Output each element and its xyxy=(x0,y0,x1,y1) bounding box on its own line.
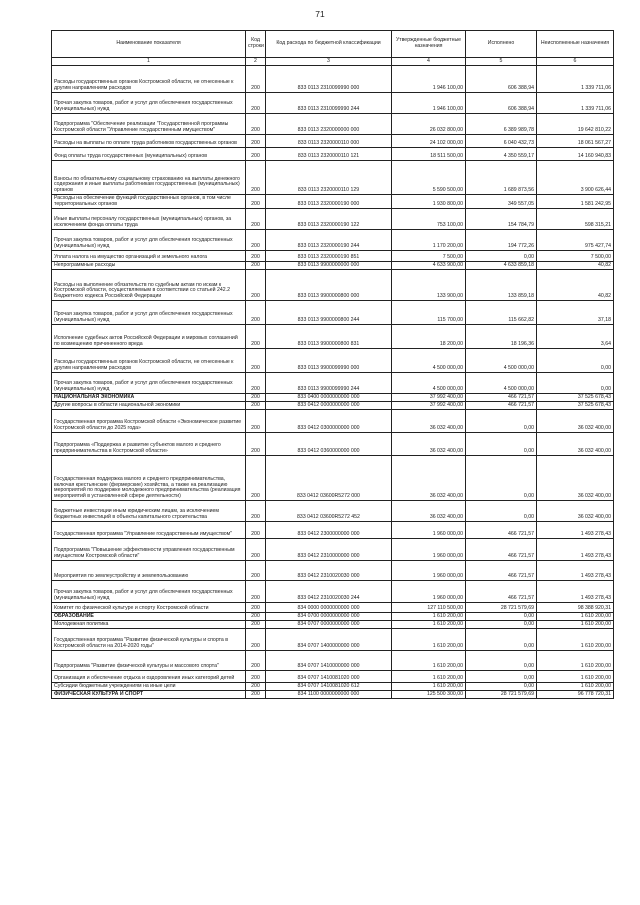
row-name: Бюджетные инвестиции иным юридическим лицам, за исключением бюджетных инвестиций в объекты капитального строительства xyxy=(52,501,246,522)
row-name: Уплата налога на имущество организаций и земельного налога xyxy=(52,251,246,262)
row-name: Расходы государственных органов Костромской области, не отнесенные к другим направлениям расходов xyxy=(52,349,246,373)
table-row xyxy=(52,270,614,301)
row-budget-code: 834 0707 1410000000 000 xyxy=(266,651,392,671)
table-row xyxy=(52,209,614,230)
table-row xyxy=(52,114,614,135)
row-approved: 7 500,00 xyxy=(392,251,466,262)
row-approved: 4 500 000,00 xyxy=(392,349,466,373)
row-unexecuted: 1 610 200,00 xyxy=(537,683,614,691)
row-name: ОБРАЗОВАНИЕ xyxy=(52,613,246,621)
row-line-code: 200 xyxy=(246,410,266,433)
row-budget-code: 833 0113 2320000190 000 xyxy=(266,195,392,209)
row-name: Молодежная политика xyxy=(52,621,246,629)
row-budget-code: 833 0113 9900099990 244 xyxy=(266,373,392,394)
row-budget-code: 833 0113 2320000110 121 xyxy=(266,148,392,161)
row-budget-code: 833 0113 2320000190 122 xyxy=(266,209,392,230)
row-name: Иные выплаты персоналу государственных (муниципальных) органов, за исключением фонда оплаты труда xyxy=(52,209,246,230)
row-executed: 466 721,57 xyxy=(466,561,537,581)
table-row xyxy=(52,561,614,581)
row-executed: 0,00 xyxy=(466,671,537,683)
header-line-code: Код строки xyxy=(246,31,266,58)
table-row xyxy=(52,148,614,161)
row-line-code: 200 xyxy=(246,161,266,195)
row-executed: 0,00 xyxy=(466,456,537,501)
table-row xyxy=(52,262,614,270)
row-name: Подпрограмма "Обеспечение реализации "Государственной программы Костромской области "Управление государственным имуществом" xyxy=(52,114,246,135)
table-row xyxy=(52,373,614,394)
table-body xyxy=(52,66,614,699)
row-name: Непрограммные расходы xyxy=(52,262,246,270)
row-approved: 4 500 000,00 xyxy=(392,373,466,394)
row-name: ФИЗИЧЕСКАЯ КУЛЬТУРА И СПОРТ xyxy=(52,691,246,699)
row-executed: 0,00 xyxy=(466,410,537,433)
row-executed: 0,00 xyxy=(466,613,537,621)
row-unexecuted: 96 778 720,31 xyxy=(537,691,614,699)
row-line-code: 200 xyxy=(246,613,266,621)
row-unexecuted: 98 388 920,31 xyxy=(537,603,614,613)
row-executed: 466 721,57 xyxy=(466,539,537,561)
row-executed: 194 772,26 xyxy=(466,230,537,251)
row-approved: 18 200,00 xyxy=(392,325,466,349)
row-executed: 18 196,36 xyxy=(466,325,537,349)
row-approved: 1 960 000,00 xyxy=(392,561,466,581)
row-executed: 0,00 xyxy=(466,629,537,651)
row-budget-code: 833 0113 9900000800 831 xyxy=(266,325,392,349)
row-name: Расходы государственных органов Костромской области, не отнесенные к другим направлениям расходов xyxy=(52,66,246,93)
row-line-code: 200 xyxy=(246,114,266,135)
row-name: НАЦИОНАЛЬНАЯ ЭКОНОМИКА xyxy=(52,394,246,402)
row-executed: 0,00 xyxy=(466,621,537,629)
column-number: 1 xyxy=(52,58,246,66)
row-name: Мероприятия по землеустройству и землепользованию xyxy=(52,561,246,581)
row-executed: 0,00 xyxy=(466,683,537,691)
row-unexecuted: 1 339 711,06 xyxy=(537,93,614,114)
row-unexecuted: 40,82 xyxy=(537,262,614,270)
table-row xyxy=(52,93,614,114)
row-name: Государственная программа Костромской области «Экономическое развитие Костромской области до 2025 года» xyxy=(52,410,246,433)
row-line-code: 200 xyxy=(246,251,266,262)
row-unexecuted: 1 610 200,00 xyxy=(537,671,614,683)
row-unexecuted: 19 642 810,22 xyxy=(537,114,614,135)
row-name: Другие вопросы в области национальной экономики xyxy=(52,402,246,410)
row-budget-code: 833 0412 2310020030 244 xyxy=(266,581,392,603)
row-executed: 28 721 579,69 xyxy=(466,603,537,613)
row-approved: 36 032 400,00 xyxy=(392,501,466,522)
row-executed: 4 500 000,00 xyxy=(466,349,537,373)
row-unexecuted: 1 610 200,00 xyxy=(537,613,614,621)
row-executed: 115 662,82 xyxy=(466,301,537,325)
row-unexecuted: 1 339 711,06 xyxy=(537,66,614,93)
row-approved: 1 610 200,00 xyxy=(392,683,466,691)
table-row xyxy=(52,402,614,410)
row-executed: 1 689 873,56 xyxy=(466,161,537,195)
row-approved: 36 032 400,00 xyxy=(392,456,466,501)
row-line-code: 200 xyxy=(246,262,266,270)
row-unexecuted: 1 610 200,00 xyxy=(537,651,614,671)
row-line-code: 200 xyxy=(246,135,266,148)
row-name: Прочая закупка товаров, работ и услуг для обеспечения государственных (муниципальных) нужд xyxy=(52,230,246,251)
row-line-code: 200 xyxy=(246,629,266,651)
row-executed: 466 721,57 xyxy=(466,394,537,402)
row-unexecuted: 1 610 200,00 xyxy=(537,629,614,651)
row-approved: 24 102 000,00 xyxy=(392,135,466,148)
row-executed: 0,00 xyxy=(466,501,537,522)
row-line-code: 200 xyxy=(246,301,266,325)
row-unexecuted: 37 525 678,43 xyxy=(537,394,614,402)
row-executed: 466 721,57 xyxy=(466,522,537,539)
row-executed: 6 040 432,73 xyxy=(466,135,537,148)
row-budget-code: 833 0113 2320000190 244 xyxy=(266,230,392,251)
row-unexecuted: 1 581 242,95 xyxy=(537,195,614,209)
row-approved: 1 170 200,00 xyxy=(392,230,466,251)
row-budget-code: 834 0707 1410081020 000 xyxy=(266,671,392,683)
row-budget-code: 834 0707 1410081020 612 xyxy=(266,683,392,691)
header-executed: Исполнено xyxy=(466,31,537,58)
row-line-code: 200 xyxy=(246,671,266,683)
header-approved: Утвержденные бюджетные назначения xyxy=(392,31,466,58)
budget-execution-table xyxy=(51,30,614,699)
row-unexecuted: 37,18 xyxy=(537,301,614,325)
row-unexecuted: 1 493 278,43 xyxy=(537,522,614,539)
row-line-code: 200 xyxy=(246,683,266,691)
row-executed: 0,00 xyxy=(466,251,537,262)
row-approved: 1 610 200,00 xyxy=(392,671,466,683)
row-name: Прочая закупка товаров, работ и услуг для обеспечения государственных (муниципальных) нужд xyxy=(52,581,246,603)
table-row xyxy=(52,621,614,629)
row-approved: 1 610 200,00 xyxy=(392,629,466,651)
row-budget-code: 834 0707 0000000000 000 xyxy=(266,621,392,629)
row-name: Расходы на выполнение обязательств по судебным актам по искам к Костромской области, осуществляемым в соответствии со статьей 242.2 Бюджетного кодекса Российской Федерации xyxy=(52,270,246,301)
row-executed: 606 388,94 xyxy=(466,93,537,114)
row-budget-code: 833 0412 2310000000 000 xyxy=(266,539,392,561)
row-approved: 1 960 000,00 xyxy=(392,522,466,539)
row-name: Расходы на обеспечение функций государственных органов, в том числе территориальных органов xyxy=(52,195,246,209)
row-approved: 115 700,00 xyxy=(392,301,466,325)
row-executed: 349 557,05 xyxy=(466,195,537,209)
row-name: Организация и обеспечение отдыха и оздоровления иных категорий детей xyxy=(52,671,246,683)
row-line-code: 200 xyxy=(246,603,266,613)
row-line-code: 200 xyxy=(246,93,266,114)
table-row xyxy=(52,135,614,148)
row-line-code: 200 xyxy=(246,691,266,699)
row-budget-code: 834 0707 1400000000 000 xyxy=(266,629,392,651)
row-line-code: 200 xyxy=(246,402,266,410)
column-number: 6 xyxy=(537,58,614,66)
row-line-code: 200 xyxy=(246,522,266,539)
row-line-code: 200 xyxy=(246,325,266,349)
row-line-code: 200 xyxy=(246,270,266,301)
row-approved: 1 610 200,00 xyxy=(392,613,466,621)
table-row xyxy=(52,394,614,402)
row-executed: 606 388,94 xyxy=(466,66,537,93)
table-row xyxy=(52,433,614,456)
table-row xyxy=(52,613,614,621)
header-budget-code: Код расхода по бюджетной классификации xyxy=(266,31,392,58)
row-line-code: 200 xyxy=(246,230,266,251)
row-unexecuted: 40,82 xyxy=(537,270,614,301)
table-row xyxy=(52,410,614,433)
row-executed: 6 389 989,78 xyxy=(466,114,537,135)
row-budget-code: 833 0113 9900000800 244 xyxy=(266,301,392,325)
row-budget-code: 833 0113 2310099990 000 xyxy=(266,66,392,93)
row-unexecuted: 36 032 400,00 xyxy=(537,410,614,433)
column-number: 2 xyxy=(246,58,266,66)
row-name: Подпрограмма «Поддержка и развитие субъектов малого и среднего предпринимательства в Костромской области» xyxy=(52,433,246,456)
row-budget-code: 833 0412 2310020030 000 xyxy=(266,561,392,581)
row-executed: 466 721,57 xyxy=(466,581,537,603)
row-unexecuted: 598 315,21 xyxy=(537,209,614,230)
row-name: Прочая закупка товаров, работ и услуг для обеспечения государственных (муниципальных) нужд xyxy=(52,301,246,325)
row-approved: 4 633 900,00 xyxy=(392,262,466,270)
row-budget-code: 834 0000 0000000000 000 xyxy=(266,603,392,613)
row-unexecuted: 7 500,00 xyxy=(537,251,614,262)
row-line-code: 200 xyxy=(246,209,266,230)
row-unexecuted: 37 525 678,43 xyxy=(537,402,614,410)
row-executed: 4 350 559,17 xyxy=(466,148,537,161)
row-unexecuted: 1 493 278,43 xyxy=(537,539,614,561)
row-executed: 28 721 579,69 xyxy=(466,691,537,699)
row-unexecuted: 18 061 567,27 xyxy=(537,135,614,148)
table-row xyxy=(52,629,614,651)
row-unexecuted: 1 493 278,43 xyxy=(537,581,614,603)
table-row xyxy=(52,522,614,539)
table-row xyxy=(52,66,614,93)
row-name: Государственная поддержка малого и среднего предпринимательства, включая крестьянские (фермерские) хозяйства, а также на реализацию мероприятий по поддержке молодежного предпринимательства (реализация мероприятий в установленной сфере деятельности) xyxy=(52,456,246,501)
row-executed: 466 721,57 xyxy=(466,402,537,410)
table-row xyxy=(52,683,614,691)
row-line-code: 200 xyxy=(246,148,266,161)
table-row xyxy=(52,301,614,325)
row-budget-code: 834 1100 0000000000 000 xyxy=(266,691,392,699)
row-unexecuted: 36 032 400,00 xyxy=(537,456,614,501)
column-number: 4 xyxy=(392,58,466,66)
row-name: Субсидии бюджетным учреждениям на иные цели xyxy=(52,683,246,691)
row-approved: 1 610 200,00 xyxy=(392,621,466,629)
row-name: Подпрограмма "Развитие физической культуры и массового спорта" xyxy=(52,651,246,671)
row-budget-code: 833 0412 0360000000 000 xyxy=(266,433,392,456)
table-row xyxy=(52,501,614,522)
row-unexecuted: 975 427,74 xyxy=(537,230,614,251)
table-row xyxy=(52,539,614,561)
row-name: Комитет по физической культуре и спорту Костромской области xyxy=(52,603,246,613)
table-row xyxy=(52,195,614,209)
row-name: Исполнение судебных актов Российской Федерации и мировых соглашений по возмещению причиненного вреда xyxy=(52,325,246,349)
row-executed: 4 500 000,00 xyxy=(466,373,537,394)
table-row xyxy=(52,251,614,262)
row-approved: 5 590 500,00 xyxy=(392,161,466,195)
row-name: Расходы на выплаты по оплате труда работников государственных органов xyxy=(52,135,246,148)
row-unexecuted: 3 900 626,44 xyxy=(537,161,614,195)
row-approved: 1 960 000,00 xyxy=(392,581,466,603)
table-row xyxy=(52,603,614,613)
row-approved: 753 100,00 xyxy=(392,209,466,230)
row-approved: 36 032 400,00 xyxy=(392,433,466,456)
row-name: Прочая закупка товаров, работ и услуг для обеспечения государственных (муниципальных) нужд xyxy=(52,93,246,114)
table-row xyxy=(52,581,614,603)
table-row xyxy=(52,671,614,683)
column-number: 3 xyxy=(266,58,392,66)
row-line-code: 200 xyxy=(246,501,266,522)
row-budget-code: 833 0412 03600R5272 000 xyxy=(266,456,392,501)
table-row xyxy=(52,349,614,373)
row-unexecuted: 14 160 940,83 xyxy=(537,148,614,161)
row-budget-code: 833 0412 0000000000 000 xyxy=(266,402,392,410)
row-line-code: 200 xyxy=(246,195,266,209)
row-line-code: 200 xyxy=(246,66,266,93)
row-budget-code: 833 0113 9900000800 000 xyxy=(266,270,392,301)
row-budget-code: 833 0113 9900099990 000 xyxy=(266,349,392,373)
row-name: Государственная программа "Управление государственным имуществом" xyxy=(52,522,246,539)
row-unexecuted: 0,00 xyxy=(537,349,614,373)
page-number: 71 xyxy=(315,9,325,19)
column-number: 5 xyxy=(466,58,537,66)
row-approved: 1 610 200,00 xyxy=(392,651,466,671)
row-approved: 125 500 300,00 xyxy=(392,691,466,699)
row-approved: 133 900,00 xyxy=(392,270,466,301)
row-line-code: 200 xyxy=(246,651,266,671)
row-name: Взносы по обязательному социальному страхованию на выплаты денежного содержания и иные выплаты работникам государственных (муниципальных) органов xyxy=(52,161,246,195)
row-line-code: 200 xyxy=(246,456,266,501)
table-row xyxy=(52,325,614,349)
row-approved: 26 032 800,00 xyxy=(392,114,466,135)
row-budget-code: 833 0113 2320000110 129 xyxy=(266,161,392,195)
row-line-code: 200 xyxy=(246,349,266,373)
row-budget-code: 833 0113 9900000000 000 xyxy=(266,262,392,270)
row-budget-code: 833 0113 2320000190 851 xyxy=(266,251,392,262)
row-executed: 0,00 xyxy=(466,433,537,456)
header-row xyxy=(52,31,614,58)
row-budget-code: 833 0113 2310099990 244 xyxy=(266,93,392,114)
row-approved: 36 032 400,00 xyxy=(392,410,466,433)
table-row xyxy=(52,456,614,501)
row-approved: 1 946 100,00 xyxy=(392,66,466,93)
row-budget-code: 833 0412 03600R5272 452 xyxy=(266,501,392,522)
row-budget-code: 833 0113 2320000000 000 xyxy=(266,114,392,135)
row-unexecuted: 36 032 400,00 xyxy=(537,501,614,522)
row-approved: 18 511 500,00 xyxy=(392,148,466,161)
table-row xyxy=(52,230,614,251)
row-line-code: 200 xyxy=(246,581,266,603)
row-approved: 1 946 100,00 xyxy=(392,93,466,114)
table-row xyxy=(52,651,614,671)
header-unexecuted: Неисполненные назначения xyxy=(537,31,614,58)
row-name: Фонд оплаты труда государственных (муниципальных) органов xyxy=(52,148,246,161)
row-budget-code: 834 0700 0000000000 000 xyxy=(266,613,392,621)
table-row xyxy=(52,161,614,195)
row-unexecuted: 1 493 278,43 xyxy=(537,561,614,581)
row-approved: 1 960 000,00 xyxy=(392,539,466,561)
row-executed: 133 859,18 xyxy=(466,270,537,301)
row-executed: 0,00 xyxy=(466,651,537,671)
column-number-row xyxy=(52,58,614,66)
row-budget-code: 833 0412 0300000000 000 xyxy=(266,410,392,433)
row-budget-code: 833 0113 2320000110 000 xyxy=(266,135,392,148)
row-line-code: 200 xyxy=(246,561,266,581)
header-name: Наименование показателя xyxy=(52,31,246,58)
row-unexecuted: 0,00 xyxy=(537,373,614,394)
row-line-code: 200 xyxy=(246,394,266,402)
row-line-code: 200 xyxy=(246,539,266,561)
row-line-code: 200 xyxy=(246,621,266,629)
row-approved: 127 110 500,00 xyxy=(392,603,466,613)
row-approved: 37 992 400,00 xyxy=(392,402,466,410)
row-name: Подпрограмма "Повышение эффективности управления государственным имуществом Костромской области" xyxy=(52,539,246,561)
row-unexecuted: 3,64 xyxy=(537,325,614,349)
row-approved: 1 930 800,00 xyxy=(392,195,466,209)
row-name: Прочая закупка товаров, работ и услуг для обеспечения государственных (муниципальных) нужд xyxy=(52,373,246,394)
row-executed: 4 633 859,18 xyxy=(466,262,537,270)
row-name: Государственная программа "Развитие физической культуры и спорта в Костромской области на 2014-2020 годы" xyxy=(52,629,246,651)
row-line-code: 200 xyxy=(246,373,266,394)
table-row xyxy=(52,691,614,699)
row-approved: 37 992 400,00 xyxy=(392,394,466,402)
row-line-code: 200 xyxy=(246,433,266,456)
row-budget-code: 833 0412 2300000000 000 xyxy=(266,522,392,539)
row-executed: 154 784,79 xyxy=(466,209,537,230)
row-unexecuted: 36 032 400,00 xyxy=(537,433,614,456)
row-unexecuted: 1 610 200,00 xyxy=(537,621,614,629)
row-budget-code: 833 0400 0000000000 000 xyxy=(266,394,392,402)
